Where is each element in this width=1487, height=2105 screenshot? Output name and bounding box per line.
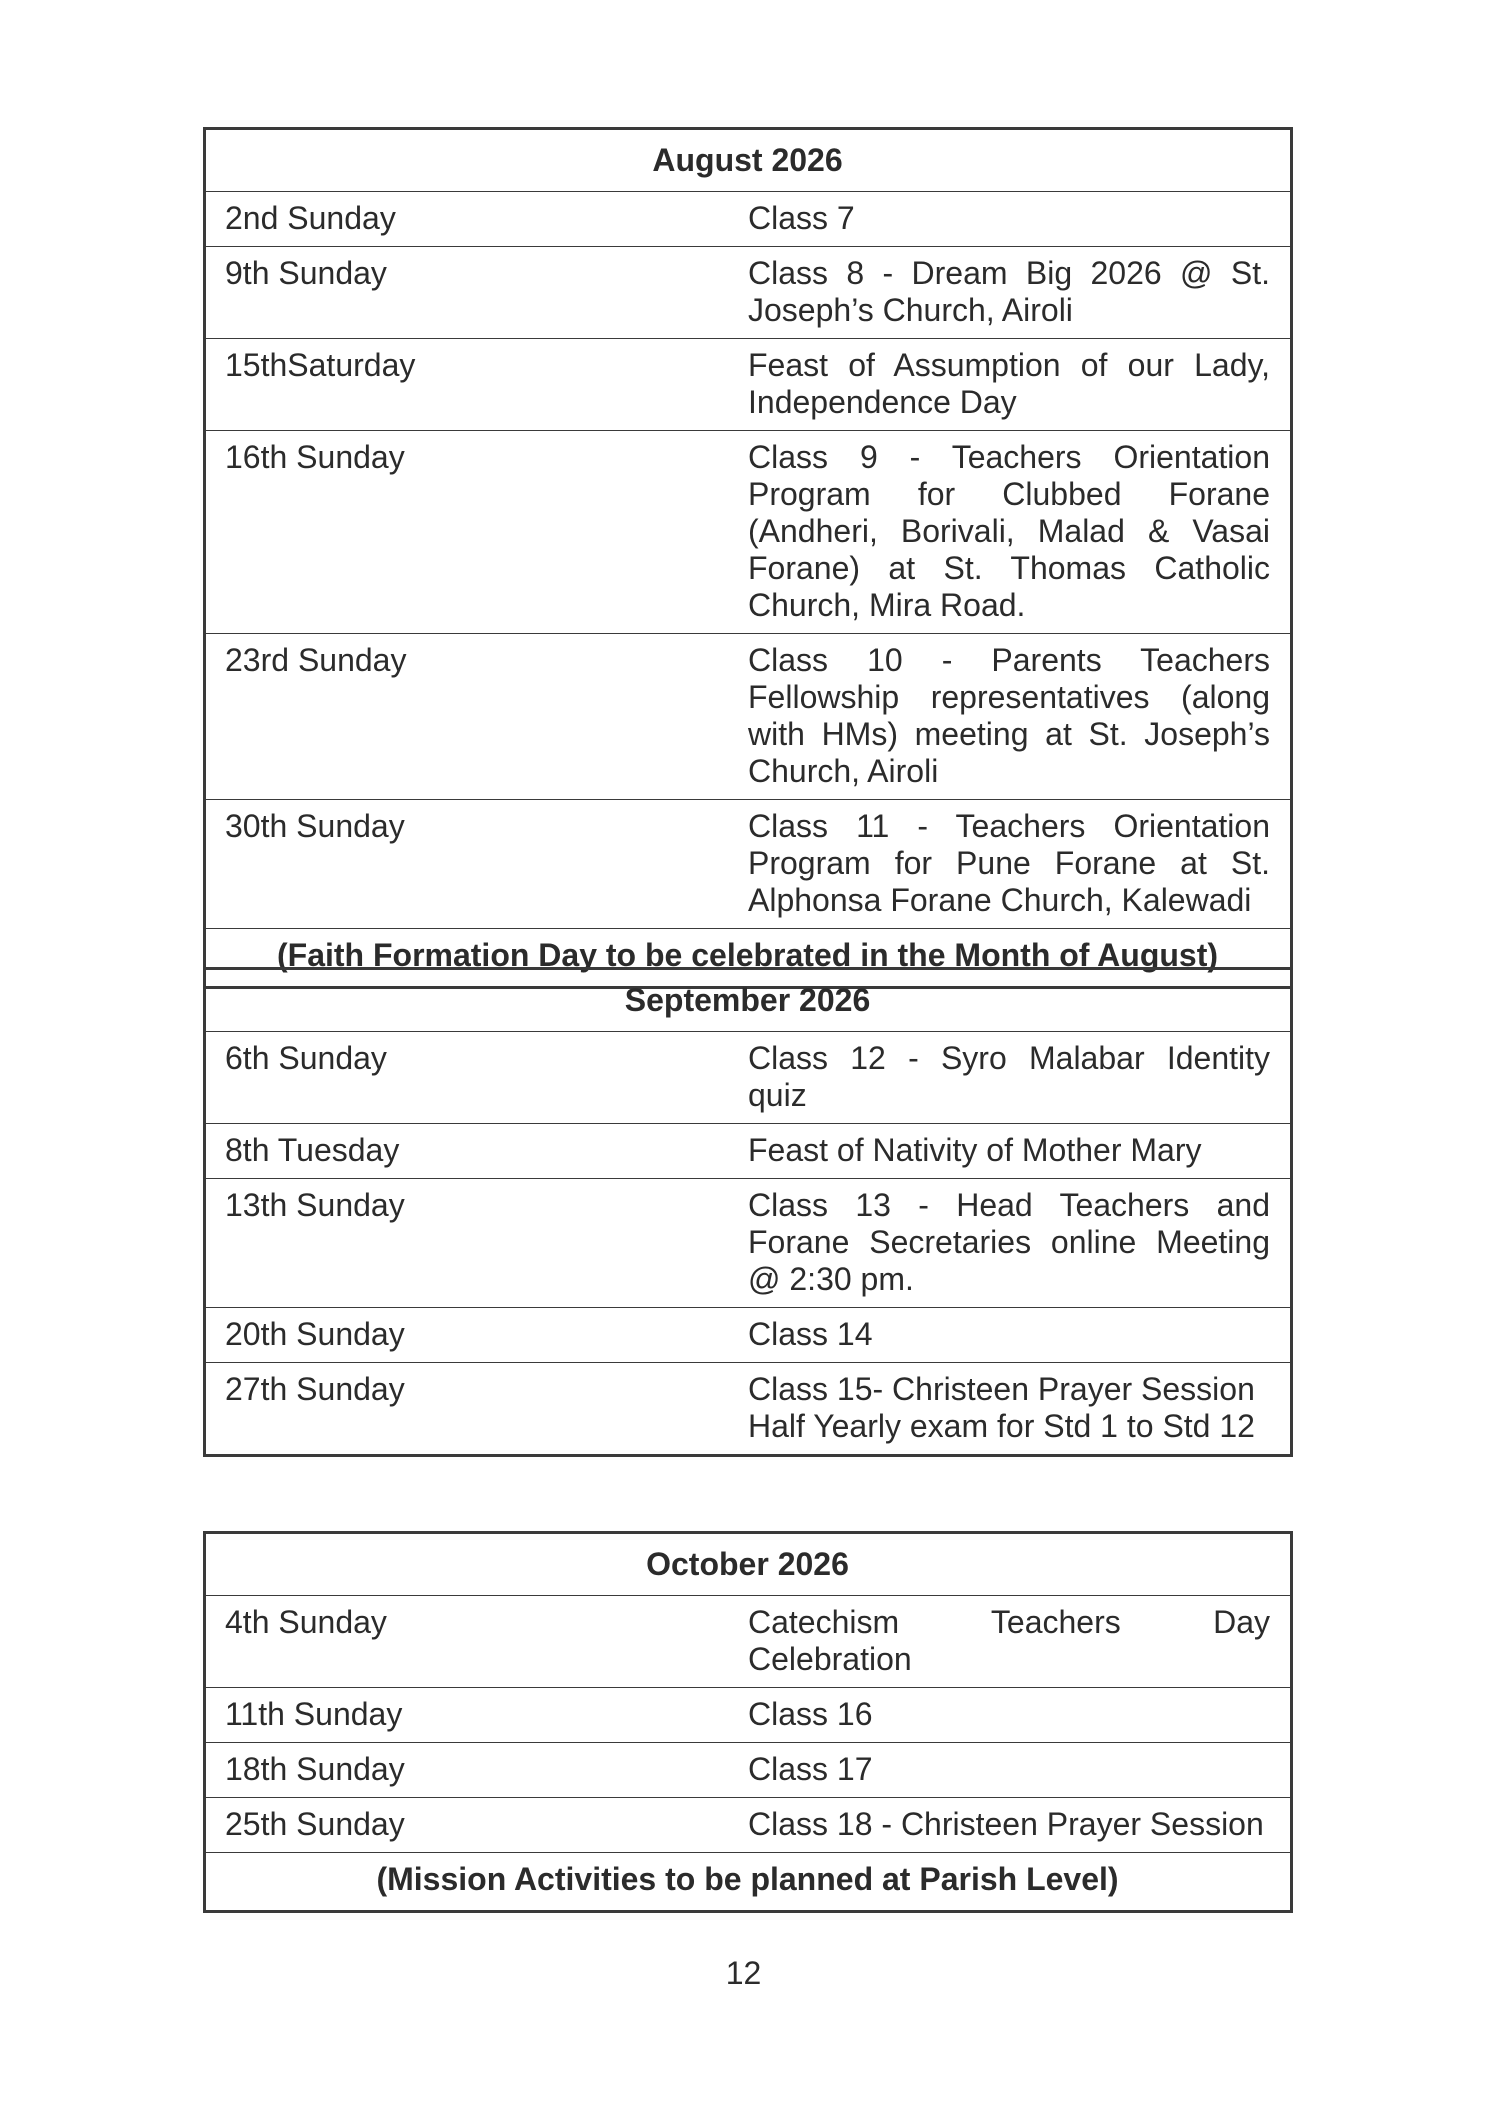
table-row — [205, 1798, 1292, 1853]
month-note: (Faith Formation Day to be celebrated in the Month of August) — [205, 929, 1292, 988]
table-row — [205, 192, 1292, 247]
page-number: 12 — [725, 1955, 762, 1991]
table-row — [205, 431, 1292, 634]
event-date: 16th Sunday — [205, 431, 749, 634]
event-description: Catechism Teachers Day Celebration — [748, 1596, 1292, 1688]
table-row — [205, 800, 1292, 929]
event-description: Class 14 — [748, 1308, 1292, 1363]
event-description: Class 10 - Parents Teachers Fellowship representatives (along with HMs) meeting at St. Joseph’s Church, Airoli — [748, 634, 1292, 800]
event-date: 8th Tuesday — [205, 1124, 749, 1179]
table-header-row — [205, 969, 1292, 1032]
event-description: Class 11 - Teachers Orientation Program for Pune Forane at St. Alphonsa Forane Church, Kalewadi — [748, 800, 1292, 929]
event-description: Class 7 — [748, 192, 1292, 247]
table-row — [205, 1688, 1292, 1743]
september-2026-table — [203, 967, 1293, 1457]
table-note-row — [205, 1853, 1292, 1912]
event-description: Class 17 — [748, 1743, 1292, 1798]
event-date: 11th Sunday — [205, 1688, 749, 1743]
event-description — [748, 1363, 1292, 1456]
table-row — [205, 1363, 1292, 1456]
event-description: Class 16 — [748, 1688, 1292, 1743]
event-date: 30th Sunday — [205, 800, 749, 929]
august-2026-table — [203, 127, 1293, 989]
event-date: 15thSaturday — [205, 339, 749, 431]
table-row — [205, 1032, 1292, 1124]
event-date: 20th Sunday — [205, 1308, 749, 1363]
month-title: September 2026 — [624, 982, 871, 1018]
event-description: Class 13 - Head Teachers and Forane Secretaries online Meeting @ 2:30 pm. — [748, 1179, 1292, 1308]
event-description: Class 12 - Syro Malabar Identity quiz — [748, 1032, 1292, 1124]
event-description: Class 8 - Dream Big 2026 @ St. Joseph’s Church, Airoli — [748, 247, 1292, 339]
event-description: Feast of Assumption of our Lady, Independence Day — [748, 339, 1292, 431]
table-row — [205, 1179, 1292, 1308]
event-date: 4th Sunday — [205, 1596, 749, 1688]
table-row — [205, 1743, 1292, 1798]
event-date: 9th Sunday — [205, 247, 749, 339]
month-title: August 2026 — [652, 142, 843, 178]
event-description-line: Class 15- Christeen Prayer Session — [748, 1371, 1255, 1407]
event-date: 25th Sunday — [205, 1798, 749, 1853]
event-description: Class 18 - Christeen Prayer Session — [748, 1798, 1292, 1853]
event-description-line: Half Yearly exam for Std 1 to Std 12 — [748, 1408, 1255, 1444]
table-row — [205, 634, 1292, 800]
month-note: (Mission Activities to be planned at Parish Level) — [205, 1853, 1292, 1912]
table-row — [205, 339, 1292, 431]
october-2026-table — [203, 1531, 1293, 1913]
event-date: 27th Sunday — [205, 1363, 749, 1456]
table-row — [205, 1596, 1292, 1688]
table-header-row — [205, 129, 1292, 192]
table-row — [205, 1308, 1292, 1363]
event-description: Class 9 - Teachers Orientation Program for Clubbed Forane (Andheri, Borivali, Malad & Vasai Forane) at St. Thomas Catholic Church, Mira Road. — [748, 431, 1292, 634]
table-row — [205, 1124, 1292, 1179]
event-date: 18th Sunday — [205, 1743, 749, 1798]
event-date: 23rd Sunday — [205, 634, 749, 800]
event-date: 6th Sunday — [205, 1032, 749, 1124]
event-description: Feast of Nativity of Mother Mary — [748, 1124, 1292, 1179]
event-date: 2nd Sunday — [205, 192, 749, 247]
table-header-row — [205, 1533, 1292, 1596]
month-title: October 2026 — [646, 1546, 849, 1582]
table-row — [205, 247, 1292, 339]
event-date: 13th Sunday — [205, 1179, 749, 1308]
